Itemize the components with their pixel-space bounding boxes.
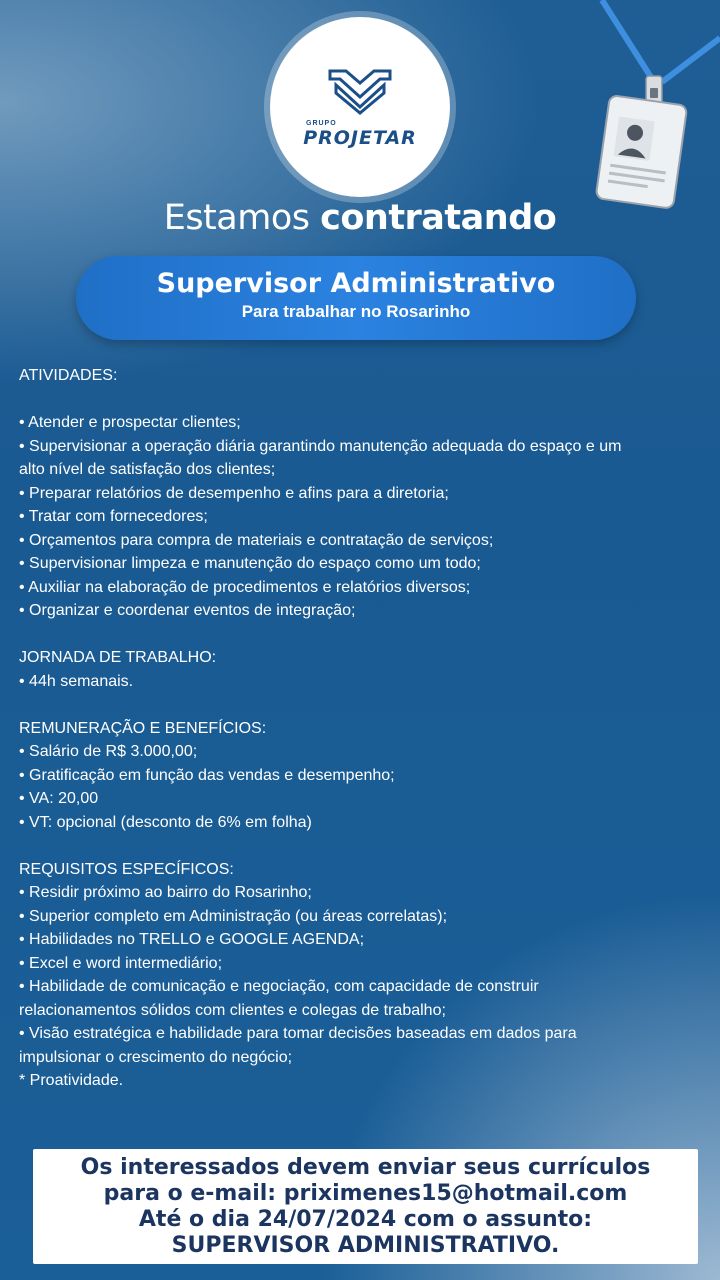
list-item: • Preparar relatórios de desempenho e afins para a diretoria; (19, 484, 449, 502)
list-item: relacionamentos sólidos com clientes e colegas de trabalho; (19, 1001, 446, 1019)
list-item: * Proatividade. (19, 1072, 124, 1089)
cta-subject-line: SUPERVISOR ADMINISTRATIVO. (171, 1233, 560, 1258)
list-item: • Supervisionar limpeza e manutenção do espaço como um todo; (19, 555, 481, 572)
list-item: • 44h semanais. (19, 672, 134, 690)
list-item: • Tratar com fornecedores; (19, 508, 208, 525)
hiring-headline (0, 198, 720, 238)
job-location: Para trabalhar no Rosarinho (241, 302, 471, 321)
cta-line-1: Os interessados devem enviar seus currículos (80, 1155, 651, 1180)
list-item: • Residir próximo ao bairro do Rosarinho; (19, 884, 312, 901)
id-badge-icon (592, 0, 720, 215)
list-item: • Visão estratégica e habilidade para tomar decisões baseadas em dados para (19, 1025, 577, 1042)
application-instructions (33, 1149, 698, 1264)
headline-regular: Estamos (163, 198, 310, 238)
logo-name-text: PROJETAR (303, 127, 417, 149)
list-item: • Habilidades no TRELLO e GOOGLE AGENDA; (19, 931, 365, 948)
list-item: • Habilidade de comunicação e negociação, com capacidade de construir (19, 978, 539, 995)
job-description (19, 364, 709, 1093)
cta-deadline-line: Até o dia 24/07/2024 com o assunto: (138, 1207, 593, 1232)
list-item: • Atender e prospectar clientes; (19, 414, 241, 431)
section-heading-atividades: ATIVIDADES: (19, 367, 118, 384)
list-item: • VA: 20,00 (19, 790, 99, 807)
list-item: • Excel e word intermediário; (19, 954, 223, 972)
list-item: • Orçamentos para compra de materiais e contratação de serviços; (19, 531, 494, 549)
section-heading-remuneracao: REMUNERAÇÃO E BENEFÍCIOS: (19, 719, 267, 737)
list-item: • Salário de R$ 3.000,00; (19, 743, 198, 760)
list-item: • Superior completo em Administração (ou áreas correlatas); (19, 907, 448, 925)
projetar-logo-icon (326, 67, 394, 117)
job-title: Supervisor Administrativo (156, 268, 556, 299)
company-logo (270, 17, 450, 197)
headline-bold: contratando (320, 198, 557, 238)
cta-email-line: para o e-mail: priximenes15@hotmail.com (103, 1181, 628, 1206)
list-item: alto nível de satisfação dos clientes; (19, 461, 276, 478)
job-title-banner (76, 256, 636, 340)
section-heading-jornada: JORNADA DE TRABALHO: (19, 649, 217, 666)
list-item: • Auxiliar na elaboração de procedimentos e relatórios diversos; (19, 578, 471, 596)
section-heading-requisitos: REQUISITOS ESPECÍFICOS: (19, 860, 234, 878)
logo-grupo-text: GRUPO (306, 120, 337, 127)
list-item: • Gratificação em função das vendas e desempenho; (19, 766, 395, 784)
list-item: impulsionar o crescimento do negócio; (19, 1048, 293, 1066)
list-item: • Organizar e coordenar eventos de integração; (19, 602, 356, 619)
list-item: • VT: opcional (desconto de 6% em folha) (19, 813, 312, 831)
list-item: • Supervisionar a operação diária garantindo manutenção adequada do espaço e um (19, 437, 622, 455)
